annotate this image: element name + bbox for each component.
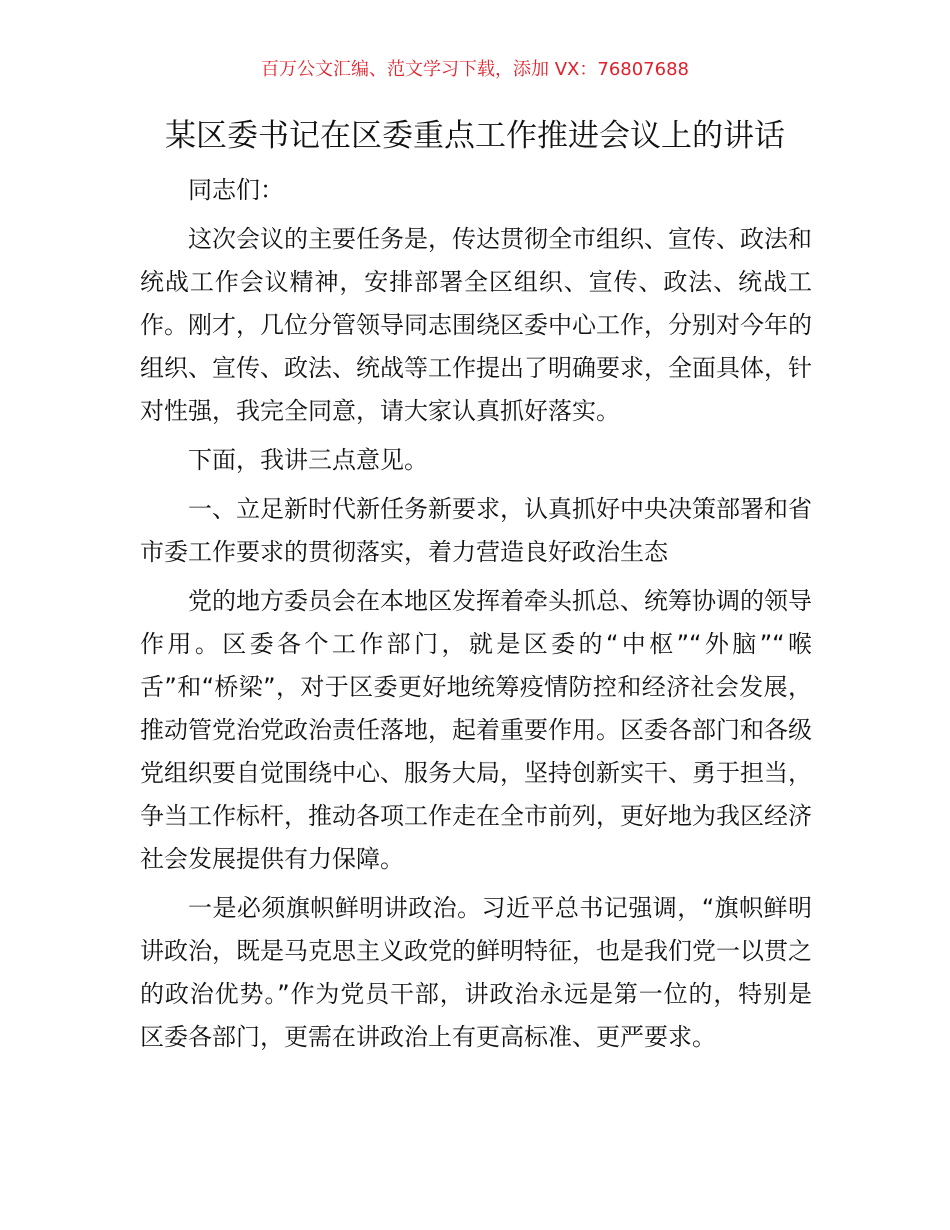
paragraph-1: 这次会议的主要任务是，传达贯彻全市组织、宣传、政法和统战工作会议精神，安排部署全区组织、宣传、政法、统战工作。刚才，几位分管领导同志围绕区委中心工作，分别对今年的组织、宣传、政法、统战等工作提出了明确要求，全面具体，针对性强，我完全同意，请大家认真抓好落实。: [140, 225, 812, 425]
document-body: [140, 169, 812, 1065]
watermark-header: 百万公文汇编、范文学习下载，添加 VX：76807688: [261, 59, 689, 80]
document-title: 某区委书记在区委重点工作推进会议上的讲话: [165, 118, 785, 154]
section-heading-1: 一、立足新时代新任务新要求，认真抓好中央决策部署和省市委工作要求的贯彻落实，着力营造良好政治生态: [140, 495, 812, 566]
paragraph-4: 一是必须旗帜鲜明讲政治。习近平总书记强调，“旗帜鲜明讲政治，既是马克思主义政党的鲜明特征，也是我们党一以贯之的政治优势。”作为党员干部，讲政治永远是第一位的，特别是区委各部门，更需在讲政治上有更高标准、更严要求。: [140, 894, 812, 1051]
paragraph-3: 党的地方委员会在本地区发挥着牵头抓总、统筹协调的领导作用。区委各个工作部门，就是区委的“中枢”“外脑”“喉舌”和“桥梁”，对于区委更好地统筹疫情防控和经济社会发展，推动管党治党政治责任落地，起着重要作用。区委各部门和各级党组织要自觉围绕中心、服务大局，坚持创新实干、勇于担当，争当工作标杆，推动各项工作走在全市前列，更好地为我区经济社会发展提供有力保障。: [140, 587, 812, 873]
salutation: 同志们：: [188, 176, 284, 204]
paragraph-2: 下面，我讲三点意见。: [188, 446, 428, 474]
